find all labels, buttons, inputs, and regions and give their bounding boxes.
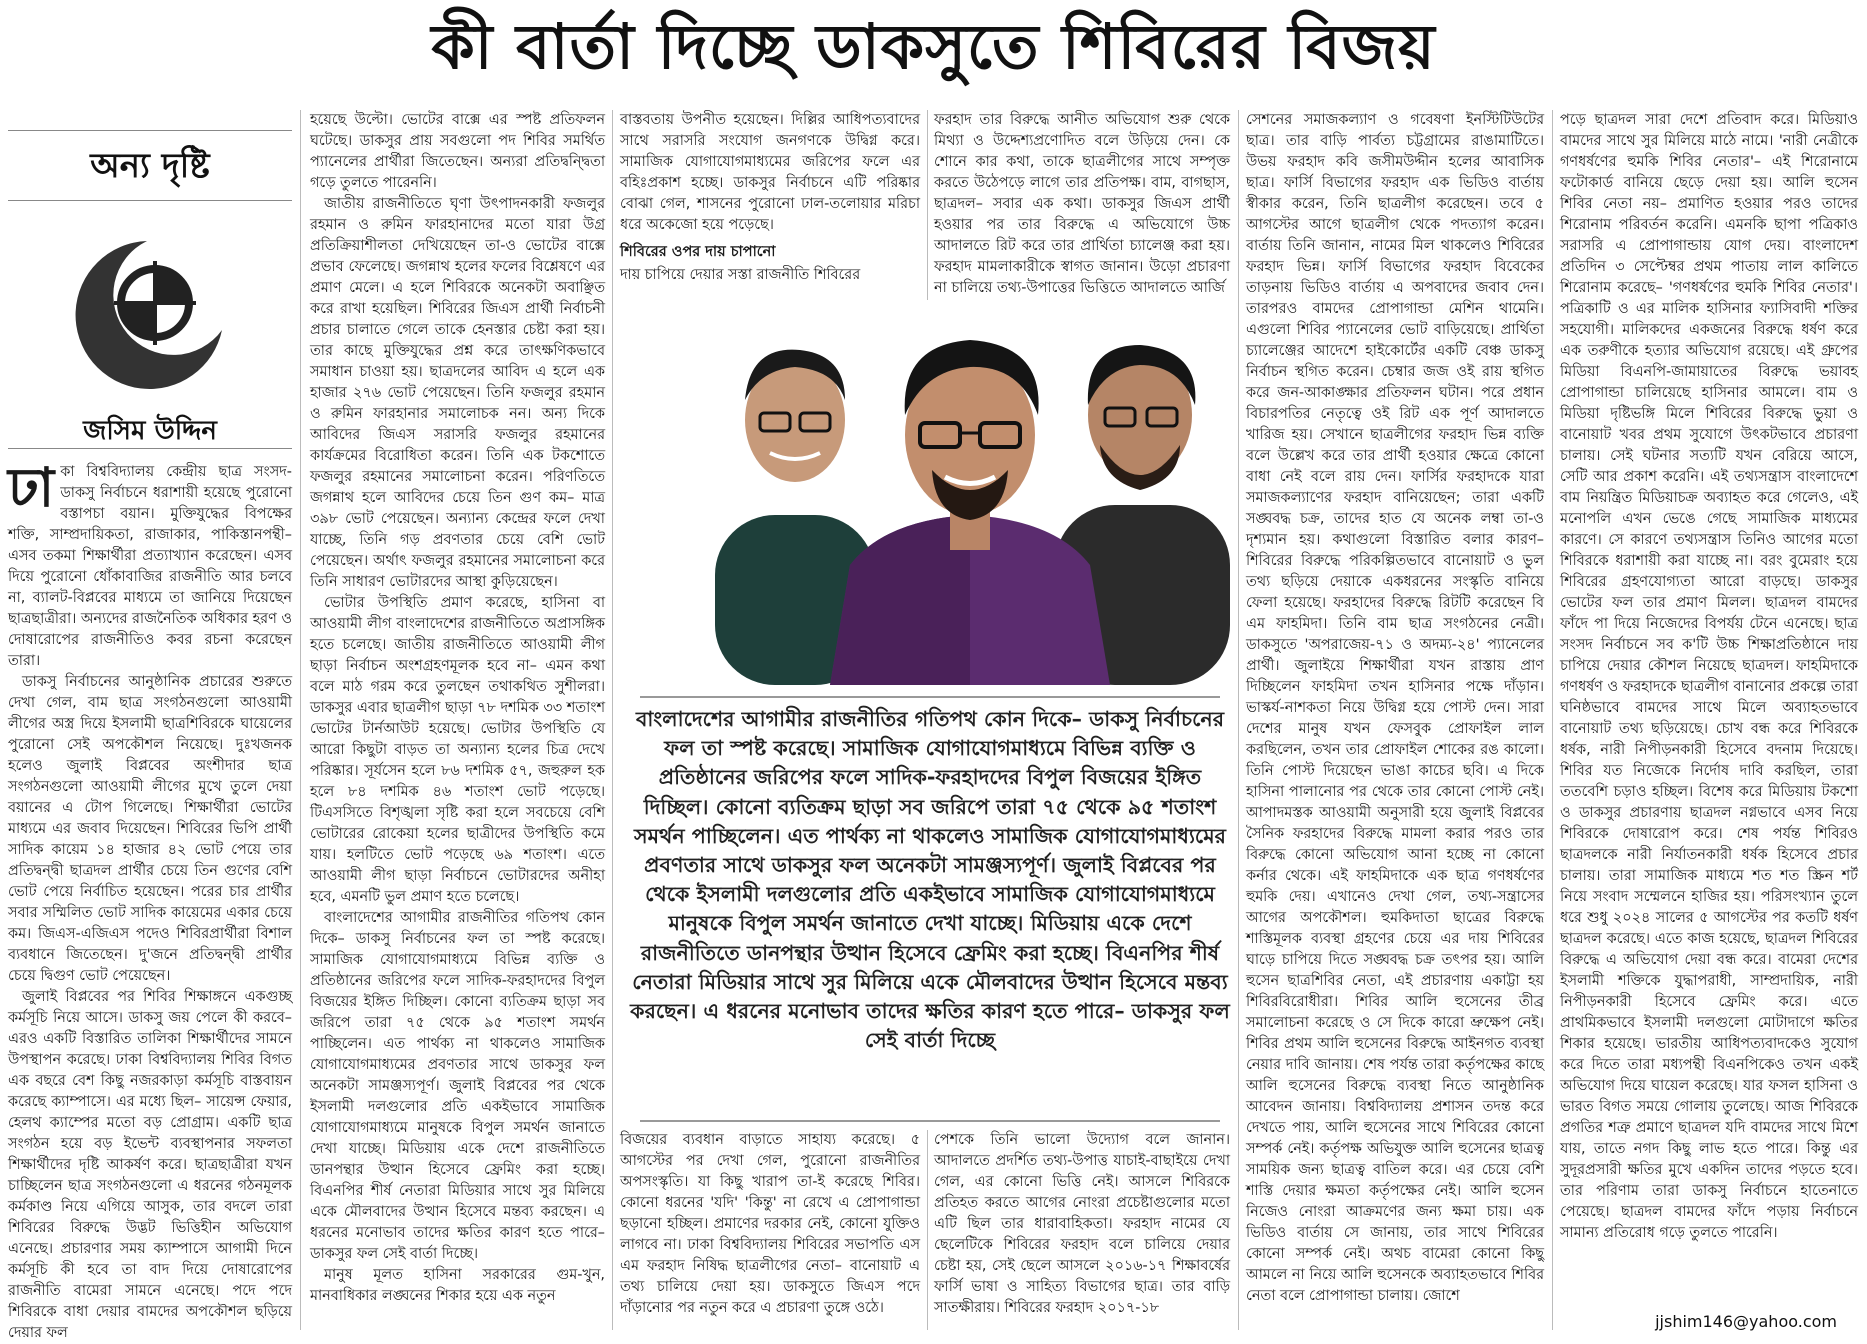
col4-bottom-paragraph: পেশকে তিনি ভালো উদ্যোগ বলে জানান। আদালতে প্রদর্শিত তথ্য-উপাত্ত যাচাই-বাছাইয়ে দেখা গেল, এর কোনো ভিত্তি নেই। আসলে শিবিরকে প্রতিহত করতে আগের নোংরা প্রচেষ্টাগুলোর মতো এটি ছিল তার ধারাবাহিকতা। ফরহাদ নামের যে ছেলেটিকে শিবিরের ফরহাদ বলে চালিয়ে দেয়ার চেষ্টা হয়, সেই ছেলে আসলে ২০১৬-১৭ শিক্ষাবর্ষের ফার্সি ভাষা ও সাহিত্য বিভাগের ছাত্র। তার বাড়ি সাতক্ষীরায়। শিবিরের ফরহাদ ২০১৭-১৮ [934,1132,1230,1316]
section-top-rule [8,130,292,131]
author-rule [8,448,292,449]
col1-paragraph-1: কা বিশ্ববিদ্যালয় কেন্দ্রীয় ছাত্র সংসদ-ডাকসু নির্বাচনে ধরাশায়ী হয়েছে পুরোনো বস্তাপচা বয়ান। মুক্তিযুদ্ধের বিপক্ষের শক্তি, সাম্প্রদায়িকতা, রাজাকার, পাকিস্তানপন্থী– এসব তকমা শিক্ষার্থীরা প্রত্যাখ্যান করেছেন। এসব দিয়ে পুরোনো ধোঁকাবাজির রাজনীতি আর চলবে না, ব্যালট-বিপ্লবের মাধ্যমে তা জানিয়ে দিয়েছেন ছাত্রছাত্রীরা। অন্যদের রাজনৈতিক অধিকার হরণ ও দোষারোপের রাজনীতিও কবর রচনা করেছেন তারা। [8,464,292,669]
column-3-bottom [620,1130,920,1330]
column-6 [1560,110,1858,1308]
headline: কী বার্তা দিচ্ছে ডাকসুতে শিবিরের বিজয় [431,10,1436,83]
candidates-photo [710,305,1230,685]
col3-bottom-paragraph: বিজয়ের ব্যবধান বাড়াতে সাহায্য করেছে। ৫ আগস্টের পর দেখা গেল, পুরোনো রাজনীতির অপসংস্কৃতি। যা কিছু খারাপ তা-ই করেছে শিবির। কোনো ধরনের 'যদি' 'কিন্তু' না রেখে এ প্রোপাগান্ডা ছড়ানো হচ্ছিল। প্রমাণের দরকার নেই, কোনো যুক্তিও লাগবে না। ঢাকা বিশ্ববিদ্যালয় শিবিরের সভাপতি এস এম ফরহাদ নিষিদ্ধ ছাত্রলীগের নেতা– বানোয়াট এ তথ্য চালিয়ে দেয়া হয়। ডাকসুতে জিএস পদে দাঁড়ানোর পর নতুন করে এ প্রচারণা তুঙ্গে ওঠে। [620,1132,920,1316]
column-divider [927,1130,928,1330]
col2-paragraph-4: বাংলাদেশের আগামীর রাজনীতির গতিপথ কোন দিকে– ডাকসু নির্বাচনের ফল তা স্পষ্ট করেছে। সামাজিক যোগাযোগমাধ্যমে বিভিন্ন ব্যক্তি ও প্রতিষ্ঠানের জরিপের ফলে সাদিক-ফরহাদদের বিপুল বিজয়ের ইঙ্গিত দিচ্ছিল। কোনো ব্যতিক্রম ছাড়া সব জরিপে তারা ৭৫ থেকে ৯৫ শতাংশ সমর্থন পাচ্ছিলেন। এত পার্থক্য না থাকলেও সামাজিক যোগাযোগমাধ্যমের প্রবণতার সাথে ডাকসুর ফল অনেকটা সামঞ্জস্যপূর্ণ। জুলাই বিপ্লবের পর থেকে ইসলামী দলগুলোর প্রতি একইভাবে সামাজিক যোগাযোগমাধ্যমে মানুষকে বিপুল সমর্থন জানাতে দেখা যাচ্ছে। মিডিয়ায় একে দেশে রাজনীতিতে ডানপন্থার উত্থান হিসেবে ফ্রেমিং করা হচ্ছে। বিএনপির শীর্ষ নেতারা মিডিয়ার সাথে সুর মিলিয়ে একে মৌলবাদের উত্থান হিসেবে মন্তব্য করছেন। এ ধরনের মনোভাব তাদের ক্ষতির কারণ হতে পারে– ডাকসুর ফল সেই বার্তা দিচ্ছে। [310,910,605,1262]
column-5 [1246,110,1544,1330]
col2-paragraph-3: ভোটার উপস্থিতি প্রমাণ করেছে, হাসিনা বা আওয়ামী লীগ বাংলাদেশের রাজনীতিতে অপ্রাসঙ্গিক হতে চলেছে। জাতীয় রাজনীতিতে আওয়ামী লীগ ছাড়া নির্বাচন অংশগ্রহণমূলক হবে না– এমন কথা বলে মাঠ গরম করে তুলছেন তথাকথিত সুশীলরা। ডাকসুর এবার ছাত্রলীগ ছাড়া ৭৮ দশমিক ৩৩ শতাংশ ভোটের টার্নআউট হয়েছে। ভোটার উপস্থিতি যে আরো কিছুটা বাড়ত তা অন্যান্য হলের চিত্র দেখে পরিষ্কার। সূর্যসেন হলে ৮৬ দশমিক ৫৭, জহুরুল হক হলে ৮৪ দশমিক ৪৬ শতাংশ ভোট পড়েছে। টিএসসিতে বিশৃঙ্খলা সৃষ্টি করা হলে সবচেয়ে বেশি ভোটারের রোকেয়া হলের ছাত্রীদের উপস্থিতি কমে যায়। হলটিতে ভোট পড়েছে ৬৯ শতাংশ। এতে আওয়ামী লীগ ছাড়া নির্বাচনে ভোটারদের অনীহা হবে, এমনটি ভুল প্রমাণ হতে চলেছে। [310,595,605,905]
pullquote-bottom-rule [640,1120,1220,1122]
column-divider [1238,110,1239,1330]
drop-cap: ঢা [8,456,55,519]
pullquote-top-rule [640,696,1220,698]
column-logo-icon [62,235,232,395]
section-bottom-rule [8,200,292,201]
column-divider [927,110,928,300]
column-2 [310,110,605,1330]
column-4-bottom [934,1130,1230,1330]
author-email: jjshim146@yahoo.com [1655,1312,1837,1331]
col1-paragraph-3: জুলাই বিপ্লবের পর শিবির শিক্ষাঙ্গনে একগুচ্ছ কর্মসূচি নিয়ে আসে। ডাকসু জয় পেলে কী করবে– এরও একটি বিস্তারিত তালিকা শিক্ষার্থীদের সামনে উপস্থাপন করেছে। ঢাকা বিশ্ববিদ্যালয় শিবির বিগত এক বছরে বেশ কিছু নজরকাড়া কর্মসূচি বাস্তবায়ন করেছে ক্যাম্পাসে। এর মধ্যে ছিল– সায়েন্স ফেয়ার, হেলথ ক্যাম্পের মতো বড় প্রোগ্রাম। একটি ছাত্র সংগঠন হয়ে বড় ইভেন্ট ব্যবস্থাপনার সফলতা শিক্ষার্থীদের দৃষ্টি আকর্ষণ করে। ছাত্রছাত্রীরা যখন চাচ্ছিলেন ছাত্র সংগঠনগুলো এ ধরনের গঠনমূলক কর্মকাণ্ড নিয়ে এগিয়ে আসুক, তার বদলে তারা শিবিরের বিরুদ্ধে উদ্ভট ভিত্তিহীন অভিযোগ এনেছে। প্রচারণার সময় ক্যাম্পাসে আগামী দিনে কর্মসূচি কী হবে তা বাদ দিয়ে দোষারোপের রাজনীতি বামেরা সামনে এনেছে। পদে পদে শিবিরকে বাধা দেয়ার বামদের অপকৌশল ছড়িয়ে দেয়ার ফল [8,989,292,1341]
author-name: জসিম উদ্দিন [83,416,217,446]
col5-paragraph: সেশনের সমাজকল্যাণ ও গবেষণা ইনস্টিটিউটের ছাত্র। তার বাড়ি পার্বত্য চট্টগ্রামের রাঙামাটিতে। উভয় ফরহাদ কবি জসীমউদ্দীন হলের আবাসিক ছাত্র। ফার্সি বিভাগের ফরহাদ এক ভিডিও বার্তায় স্বীকার করেন, তিনি ছাত্রলীগ করেছেন। তবে ৫ আগস্টের আগে ছাত্রলীগ থেকে পদত্যাগ করেন। বার্তায় তিনি জানান, নামের মিল থাকলেও শিবিরের ফরহাদ ভিন্ন। ফার্সি বিভাগের ফরহাদ বিবেকের তাড়নায় ভিডিও বার্তায় এ অপবাদের জবাব দেন। তারপরও বামদের প্রোপাগান্ডা মেশিন থামেনি। এগুলো শিবির প্যানেলের ভোট বাড়িয়েছে। প্রার্থিতা চ্যালেঞ্জের আদেশে হাইকোর্টের একটি বেঞ্চ ডাকসু নির্বাচন স্থগিত করেন। চেম্বার জজ ওই রায় স্থগিত করে জন-আকাঙ্ক্ষার প্রতিফলন ঘটান। পরে প্রধান বিচারপতির নেতৃত্বে ওই রিট এক পূর্ণ আদালতে খারিজ হয়। সেখানে ছাত্রলীগের ফরহাদ ভিন্ন ব্যক্তি বলে উল্লেখ করে তার প্রার্থী হওয়ার ক্ষেত্রে কোনো বাধা নেই বলে রায় দেন। ফার্সির ফরহাদকে যারা সমাজকল্যাণের ফরহাদ বানিয়েছেন; তারা একটি সঙ্ঘবদ্ধ চক্র, তাদের হাত যে অনেক লম্বা তা-ও দৃশ্যমান হয়। কথাগুলো বিস্তারিত বলার কারণ– শিবিরের বিরুদ্ধে পরিকল্পিতভাবে বানোয়াট ও ভুল তথ্য ছড়িয়ে দেয়াকে একধরনের সংস্কৃতি বানিয়ে ফেলা হয়েছে। ফরহাদের বিরুদ্ধে রিটটি করেছেন বি এম ফাহমিদা। তিনি বাম ছাত্র সংগঠনের নেত্রী। ডাকসুতে 'অপরাজেয়-৭১ ও অদম্য-২৪' প্যানেলের প্রার্থী। জুলাইয়ে শিক্ষার্থীরা যখন রাস্তায় প্রাণ দিচ্ছিলেন ফাহমিদা তখন হাসিনার পক্ষে দাঁড়ান। ভাস্কর্য-নাশকতা নিয়ে উদ্বিগ্ন হয়ে পোস্ট দেন। সারা দেশের মানুষ যখন ফেসবুক প্রোফাইল লাল করছিলেন, তখন তার প্রোফাইল শোকের রঙ কালো। তিনি পোস্ট দিয়েছেন ভাঙা কাচের ছবি। এ দিকে হাসিনা পালানোর পর থেকে তার কোনো পোস্ট নেই। আপাদমস্তক আওয়ামী অনুসারী হয়ে জুলাই বিপ্লবের সৈনিক ফরহাদের বিরুদ্ধে মামলা করার পরও তার বিরুদ্ধে কোনো অভিযোগ আনা হচ্ছে না কোনো কর্নার থেকে। এই ফাহমিদাকে এক ছাত্র গণধর্ষণের হুমকি দেয়। এখানেও দেখা গেল, তথ্য-সন্ত্রাসের আগের অপকৌশল। হুমকিদাতা ছাত্রের বিরুদ্ধে শাস্তিমূলক ব্যবস্থা গ্রহণের চেয়ে এর দায় শিবিরের ঘাড়ে চাপিয়ে দিতে সঙ্ঘবদ্ধ চক্র তৎপর হয়। আলি হুসেন ছাত্রশিবির নেতা, এই প্রচারণায় একাট্টা হয় শিবিরবিরোধীরা। শিবির আলি হুসেনের তীব্র সমালোচনা করেছে ও সে দিকে কারো ভ্রুক্ষেপ নেই। শিবির প্রথম আলি হুসেনের বিরুদ্ধে আইনগত ব্যবস্থা নেয়ার দাবি জানায়। শেষ পর্যন্ত তারা কর্তৃপক্ষের কাছে আলি হুসেনের বিরুদ্ধে ব্যবস্থা নিতে আনুষ্ঠানিক আবেদন জানায়। বিশ্ববিদ্যালয় প্রশাসন তদন্ত করে দেখতে পায়, আলি হুসেনের সাথে শিবিরের কোনো সম্পর্ক নেই। কর্তৃপক্ষ অভিযুক্ত আলি হুসেনের ছাত্রত্ব সাময়িক জন্য ছাত্রত্ব বাতিল করে। এর চেয়ে বেশি শাস্তি দেয়ার ক্ষমতা কর্তৃপক্ষের নেই। আলি হুসেন নিজেও নোংরা আক্রমণের জন্য ক্ষমা চায়। এক ভিডিও বার্তায় সে জানায়, তার সাথে শিবিরের কোনো সম্পর্ক নেই। অথচ বামেরা কোনো কিছু আমলে না নিয়ে আলি হুসেনকে অব্যাহতভাবে শিবির নেতা বলে প্রোপাগান্ডা চালায়। জোশে [1246,112,1544,1304]
col1-paragraph-2: ডাকসু নির্বাচনের আনুষ্ঠানিক প্রচারের শুরুতে দেখা গেল, বাম ছাত্র সংগঠনগুলো আওয়ামী লীগের অস্ত্র দিয়ে ইসলামী ছাত্রশিবিরকে ঘায়েলের পুরোনো সেই অপকৌশল নিয়েছে। দুঃখজনক হলেও জুলাই বিপ্লবের অংশীদার ছাত্র সংগঠনগুলো আওয়ামী লীগের মুখে তুলে দেয়া বয়ানের এ টোপ গিলেছে। শিক্ষার্থীরা ভোটের মাধ্যমে এর জবাব দিয়েছেন। শিবিরের ভিপি প্রার্থী সাদিক কায়েম ১৪ হাজার ৪২ ভোট পেয়ে তার প্রতিদ্বন্দ্বী ছাত্রদল প্রার্থীর চেয়ে তিন গুণের বেশি ভোট পেয়ে নির্বাচিত হয়েছেন। পরের চার প্রার্থীর সবার সম্মিলিত ভোট সাদিক কায়েমের একার চেয়ে কম। জিএস-এজিএস পদেও শিবিরপ্রার্থীরা বিশাল ব্যবধানে জিতেছেন। দু'জনে প্রতিদ্বন্দ্বী প্রার্থীর চেয়ে দ্বিগুণ ভোট পেয়েছেন। [8,674,292,984]
subheading: শিবিরের ওপর দায় চাপানো [620,244,776,260]
col4-top-paragraph: ফরহাদ তার বিরুদ্ধে আনীত অভিযোগ শুরু থেকে মিথ্যা ও উদ্দেশ্যপ্রণোদিত বলে উড়িয়ে দেন। কে শোনে কার কথা, তাকে ছাত্রলীগের সাথে সম্পৃক্ত করতে উঠেপড়ে লাগে তার প্রতিপক্ষ। বাম, বাগছাস, ছাত্রদল– সবার এক কথা। ডাকসুর জিএস প্রার্থী হওয়ার পর তার বিরুদ্ধে এ অভিযোগে উচ্চ আদালতে রিট করে তার প্রার্থিতা চ্যালেঞ্জ করা হয়। ফরহাদ মামলাকারীকে স্বাগত জানান। উড়ো প্রচারণা না চালিয়ে তথ্য-উপাত্তের ভিত্তিতে আদালতে আর্জি [934,112,1230,296]
col2-paragraph-5: মানুষ মূলত হাসিনা সরকারের গুম-খুন, মানবাধিকার লঙ্ঘনের শিকার হয়ে এক নতুন [310,1267,605,1304]
column-1 [8,456,292,1341]
col3-top-paragraph: বাস্তবতায় উপনীত হয়েছেন। দিল্লির আধিপত্যবাদের সাথে সরাসরি সংযোগ জনগণকে উদ্বিগ্ন করে। সামাজিক যোগাযোগমাধ্যমের জরিপের ফলে এর বহিঃপ্রকাশ হচ্ছে। ডাকসুর নির্বাচনে এটি পরিষ্কার বোঝা গেল, শাসনের পুরোনো ঢাল-তলোয়ার মরিচা ধরে অকেজো হয়ে পড়েছে। [620,112,920,233]
col2-paragraph-2: জাতীয় রাজনীতিতে ঘৃণা উৎপাদনকারী ফজলুর রহমান ও রুমিন ফারহানাদের মতো যারা উগ্র প্রতিক্রিয়াশীলতা দেখিয়েছেন তা-ও ভোটের বাক্সে প্রভাব ফেলেছে। জগন্নাথ হলের ফলের বিশ্লেষণে এর প্রমাণ মেলে। এ হলে শিবিরকে অনেকটা অবাঞ্ছিত করে রাখা হয়েছিল। শিবিরের জিএস প্রার্থী নির্বাচনী প্রচার চালাতে গেলে তাকে হেনস্তার চেষ্টা করা হয়। তার কাছে মুক্তিযুদ্ধের প্রশ্ন করে তাৎক্ষণিকভাবে সমাধান চাওয়া হয়। ছাত্রদলের আবিদ এ হলে এক হাজার ২৭৬ ভোট পেয়েছেন। তিনি ফজলুর রহমান ও রুমিন ফারহানার সমালোচক নন। অন্য দিকে আবিদের জিএস সরাসরি ফজলুর রহমানের কার্যক্রমের বিরোধিতা করেন। তিনি এক টকশোতে ফজলুর রহমানের সমালোচনা করেন। পরিণতিতে জগন্নাথ হলে আবিদের চেয়ে তিন গুণ কম– মাত্র ৩৯৮ ভোট পেয়েছেন। অন্যান্য কেন্দ্রের ফলে দেখা যাচ্ছে, তিনি গড় প্রবণতার চেয়ে বেশি ভোট পেয়েছেন। অর্থাৎ ফজলুর রহমানের সমালোচনা করে তিনি সাধারণ ভোটারদের আস্থা কুড়িয়েছেন। [310,196,605,590]
column-3-top [620,110,920,292]
column-divider [612,110,613,1330]
column-divider [300,110,301,1330]
pull-quote: বাংলাদেশের আগামীর রাজনীতির গতিপথ কোন দিকে– ডাকসু নির্বাচনের ফল তা স্পষ্ট করেছে। সামাজিক যোগাযোগমাধ্যমে বিভিন্ন ব্যক্তি ও প্রতিষ্ঠানের জরিপের ফলে সাদিক-ফরহাদদের বিপুল বিজয়ের ইঙ্গিত দিচ্ছিল। কোনো ব্যতিক্রম ছাড়া সব জরিপে তারা ৭৫ থেকে ৯৫ শতাংশ সমর্থন পাচ্ছিলেন। এত পার্থক্য না থাকলেও সামাজিক যোগাযোগমাধ্যমের প্রবণতার সাথে ডাকসুর ফল অনেকটা সামঞ্জস্যপূর্ণ। জুলাই বিপ্লবের পর থেকে ইসলামী দলগুলোর প্রতি একইভাবে সামাজিক যোগাযোগমাধ্যমে মানুষকে বিপুল সমর্থন জানাতে দেখা যাচ্ছে। মিডিয়ায় একে দেশে রাজনীতিতে ডানপন্থার উত্থান হিসেবে ফ্রেমিং করা হচ্ছে। বিএনপির শীর্ষ নেতারা মিডিয়ার সাথে সুর মিলিয়ে একে মৌলবাদের উত্থান হিসেবে মন্তব্য করছেন। এ ধরনের মনোভাব তাদের ক্ষতির কারণ হতে পারে– ডাকসুর ফল সেই বার্তা দিচ্ছে [630,707,1230,1053]
section-label: অন্য দৃষ্টি [90,146,210,186]
column-divider [1552,110,1553,1330]
col3-subheading-text: দায় চাপিয়ে দেয়ার সস্তা রাজনীতি শিবিরের [620,267,861,283]
col2-paragraph-1: হয়েছে উল্টো। ভোটের বাক্সে এর স্পষ্ট প্রতিফলন ঘটেছে। ডাকসুর প্রায় সবগুলো পদ শিবির সমর্থিত প্যানেলের প্রার্থীরা জিতেছেন। অন্যরা প্রতিদ্বন্দ্বিতা গড়ে তুলতে পারেননি। [310,112,605,191]
column-4-top [934,110,1230,300]
col6-paragraph: পড়ে ছাত্রদল সারা দেশে প্রতিবাদ করে। মিডিয়াও বামদের সাথে সুর মিলিয়ে মাঠে নামে। 'নারী নেত্রীকে গণধর্ষণের হুমকি শিবির নেতার'– এই শিরোনামে ফটোকার্ড বানিয়ে ছেড়ে দেয়া হয়। আলি হুসেন শিবির নেতা নয়– প্রমাণিত হওয়ার পরও তাদের শিরোনাম পরিবর্তন করেনি। এমনকি ছাপা পত্রিকাও সরাসরি এ প্রোপাগান্ডায় যোগ দেয়। বাংলাদেশ প্রতিদিন ৩ সেপ্টেম্বর প্রথম পাতায় লাল কালিতে শিরোনাম করেছে– 'গণধর্ষণের হুমকি শিবির নেতার'। পত্রিকাটি ও এর মালিক হাসিনার ফ্যাসিবাদী শক্তির সহযোগী। মালিকদের একজনের বিরুদ্ধে ধর্ষণ করে এক তরুণীকে হত্যার অভিযোগ রয়েছে। এই গ্রুপের মিডিয়া বিএনপি-জামায়াতের বিরুদ্ধে ভয়াবহ প্রোপাগান্ডা চালিয়েছে হাসিনার আমলে। বাম ও মিডিয়া দৃষ্টিভঙ্গি মিলে শিবিরের বিরুদ্ধে ভুয়া ও বানোয়াট খবর প্রথম সুযোগে উৎকটভাবে প্রচারণা চালায়। সেই ঘটনার সত্যটি যখন বেরিয়ে আসে, সেটি আর প্রকাশ করেনি। এই তথ্যসন্ত্রাস বাংলাদেশে বাম নিয়ন্ত্রিত মিডিয়াচক্র অব্যাহত করে গেলেও, এই মনোপলি এখন ভেঙে গেছে সামাজিক মাধ্যমের কারণে। সে কারণে তথ্যসন্ত্রাস তিনিও আগের মতো শিবিরকে ধরাশায়ী করা যাচ্ছে না। বরং বুমেরাং হয়ে শিবিরের গ্রহণযোগ্যতা আরো বাড়ছে। ডাকসুর ভোটের ফল তার প্রমাণ মিলল। ছাত্রদল বামদের ফাঁদে পা দিয়ে নিজেদের বিপর্যয় টেনে এনেছে। ছাত্র সংসদ নির্বাচনে সব ক'টি উচ্চ শিক্ষাপ্রতিষ্ঠানে দায় চাপিয়ে দেয়ার কৌশল নিয়েছে ছাত্রদল। ফাহমিদাকে গণধর্ষণ ও ফরহাদকে ছাত্রলীগ বানানোর প্রকল্পে তারা ঘনিষ্ঠভাবে বামদের সাথে মিলে অব্যাহতভাবে বানোয়াট তথ্য ছড়িয়েছে। চোখ বন্ধ করে শিবিরকে ধর্ষক, নারী নিপীড়নকারী হিসেবে বদনাম দিয়েছে। শিবির যত নিজেকে নির্দোষ দাবি করছিল, তারা ততবেশি চড়াও হচ্ছিল। বিশেষ করে মিডিয়ায় টকশো ও ডাকসুর প্রচারণায় ছাত্রদল নগ্নভাবে এসব নিয়ে শিবিরকে দোষারোপ করে। শেষ পর্যন্ত শিবিরও ছাত্রদলকে নারী নির্যাতনকারী ধর্ষক হিসেবে প্রচার চালায়। তারা সামাজিক মাধ্যমে শত শত স্ক্রিন শর্ট নিয়ে সংবাদ সম্মেলনে হাজির হয়। পরিসংখ্যান তুলে ধরে শুধু ২০২৪ সালের ৫ আগস্টের পর কতটি ধর্ষণ ছাত্রদল করেছে। এতে কাজ হয়েছে, ছাত্রদল শিবিরের বিরুদ্ধে এ অভিযোগ দেয়া বন্ধ করে। বামেরা দেশের ইসলামী শক্তিকে যুদ্ধাপরাধী, সাম্প্রদায়িক, নারী নিপীড়নকারী হিসেবে ফ্রেমিং করে। এতে প্রাথমিকভাবে ইসলামী দলগুলো মোটাদাগে ক্ষতির শিকার হয়েছে। ভারতীয় আধিপত্যবাদকেও সুযোগ করে দিতে তারা মধ্যপন্থী বিএনপিকেও তখন একই অভিযোগ দিয়ে ঘায়েল করেছে। যার ফসল হাসিনা ও ভারত বিগত সময়ে গোলায় তুলেছে। আজ শিবিরকে প্রগতির শত্রু প্রমাণে ছাত্রদল যদি বামদের সাথে মিশে যায়, তাতে নগদ কিছু লাভ হতে পারে। কিন্তু এর সুদূরপ্রসারী ক্ষতির মুখে একদিন তাদের পড়তে হবে। তার পরিণাম তারা ডাকসু নির্বাচনে হাতেনাতে পেয়েছে। ছাত্রদল বামদের ফাঁদে পড়ায় নির্বাচনে সামান্য প্রতিরোধ গড়ে তুলতে পারেনি। [1560,112,1858,1241]
